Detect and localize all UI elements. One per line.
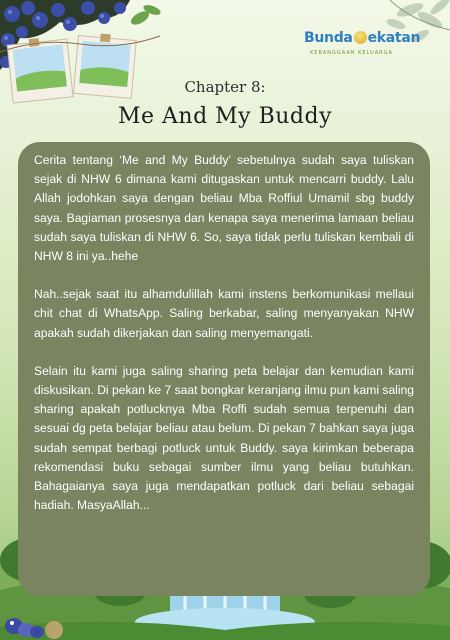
story-text <box>34 151 414 534</box>
logo-subtitle: KEBANGGAAN KELUARGA <box>310 50 393 56</box>
chapter-title: Me And My Buddy <box>117 104 333 129</box>
paragraph: Cerita tentang ‘Me and My Buddy’ sebetulnya sudah saya tuliskan sejak di NHW 6 dimana kami ditugaskan untuk mencarri buddy. Lalu Allah jodohkan saya dengan beliau Mba Roffiul Umamil sbg buddy saya. Bagiaman prosesnya dan kenapa saya menerima lamaan beliau sudah saya tuliskan di NHW 6. So, saya tidak perlu tuliskan kembali di NHW 8 ini ya..hehe <box>34 153 414 264</box>
logo-wordmark <box>304 30 420 46</box>
logo-main-text: Bunda <box>304 30 353 46</box>
logo-s-mark <box>354 31 367 44</box>
logo-suffix-text: ekatan <box>367 30 421 46</box>
blueberry-photo-decoration <box>0 0 190 120</box>
bunda-sekatan-logo <box>304 30 424 60</box>
paragraph: Selain itu kami juga saling sharing peta belajar dan kemudian kami diskusikan. Di pekan ke 7 saat bongkar keranjang ilmu pun kami saling sharing apakah potlucknya Mba Roffi sudah semua terpenuhi dan sesuai dg peta belajar beliau atau belum. Di pekan 7 bahkan saya juga sudah sempat berbagi potluck untuk Buddy. saya kirimkan beberapa rekomendasi buku sebagai sumber ilmu yang beliau butuhkan. Bahagaianya saya juga mendapatkan potluck dari beliau sebagai hadiah. MasyaAllah... <box>34 363 414 513</box>
paragraph: Nah..sejak saat itu alhamdulillah kami instens berkomunikasi mellaui chit chat di WhatsApp. Saling berkabar, saling menyanyakan NHW apakah sudah dikerjakan dan saling menyemangati. <box>34 287 414 340</box>
chapter-label: Chapter 8: <box>184 78 266 96</box>
caterpillar-decoration <box>0 590 70 640</box>
